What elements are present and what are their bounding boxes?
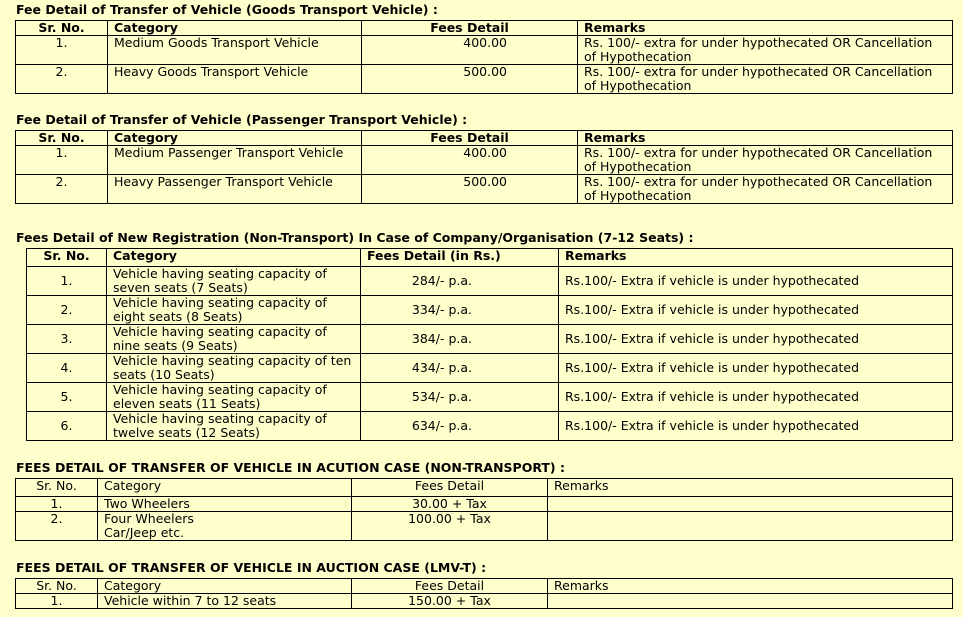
table-row: [16, 146, 953, 175]
cell-sr-no: 2.: [16, 512, 98, 541]
cell-sr-no: 1.: [16, 146, 108, 175]
cell-remarks: Rs.100/- Extra if vehicle is under hypothecated: [559, 383, 953, 412]
table-row: [16, 594, 953, 609]
header-category: Category: [108, 21, 362, 36]
table-row: [16, 175, 953, 204]
header-sr-no: Sr. No.: [16, 21, 108, 36]
header-remarks: Remarks: [578, 21, 953, 36]
cell-category: Medium Goods Transport Vehicle: [108, 36, 362, 65]
table-header-row: [16, 131, 953, 146]
cell-sr-no: 2.: [27, 296, 107, 325]
cell-fees: 400.00: [362, 36, 578, 65]
header-fees-detail: Fees Detail: [362, 131, 578, 146]
cell-fees: 400.00: [362, 146, 578, 175]
cell-category: Vehicle having seating capacity of eight seats (8 Seats): [107, 296, 361, 325]
cell-fees: 500.00: [362, 175, 578, 204]
passenger-transfer-table: [15, 130, 953, 204]
cell-remarks: Rs.100/- Extra if vehicle is under hypothecated: [559, 325, 953, 354]
table-row: [27, 412, 953, 441]
section-title-goods-transfer: Fee Detail of Transfer of Vehicle (Goods Transport Vehicle) :: [16, 2, 438, 17]
header-sr-no: Sr. No.: [27, 249, 107, 267]
header-remarks: Remarks: [578, 131, 953, 146]
header-sr-no: Sr. No.: [16, 579, 98, 594]
table-row: [27, 325, 953, 354]
cell-remarks: [548, 497, 953, 512]
cell-category: Four Wheelers Car/Jeep etc.: [98, 512, 352, 541]
cell-sr-no: 1.: [16, 594, 98, 609]
cell-category: Vehicle having seating capacity of ten seats (10 Seats): [107, 354, 361, 383]
cell-sr-no: 6.: [27, 412, 107, 441]
cell-sr-no: 5.: [27, 383, 107, 412]
cell-remarks: Rs. 100/- extra for under hypothecated OR Cancellation of Hypothecation: [578, 36, 953, 65]
cell-fees: 500.00: [362, 65, 578, 94]
cell-category: Medium Passenger Transport Vehicle: [108, 146, 362, 175]
goods-transfer-table: [15, 20, 953, 94]
table-row: [27, 296, 953, 325]
cell-category: Vehicle having seating capacity of twelve seats (12 Seats): [107, 412, 361, 441]
cell-sr-no: 1.: [27, 267, 107, 296]
header-remarks: Remarks: [548, 479, 953, 497]
cell-fees: 434/- p.a.: [361, 354, 559, 383]
auction-lmv-t-table: [15, 578, 953, 609]
header-fees-detail: Fees Detail: [352, 479, 548, 497]
cell-category: Vehicle having seating capacity of seven seats (7 Seats): [107, 267, 361, 296]
table-row: [16, 512, 953, 541]
cell-category: Vehicle having seating capacity of nine seats (9 Seats): [107, 325, 361, 354]
cell-remarks: Rs.100/- Extra if vehicle is under hypothecated: [559, 267, 953, 296]
cell-remarks: Rs. 100/- extra for under hypothecated OR Cancellation of Hypothecation: [578, 146, 953, 175]
cell-sr-no: 3.: [27, 325, 107, 354]
auction-non-transport-table: [15, 478, 953, 541]
cell-sr-no: 2.: [16, 65, 108, 94]
cell-sr-no: 1.: [16, 497, 98, 512]
table-row: [27, 383, 953, 412]
cell-fees: 384/- p.a.: [361, 325, 559, 354]
table-header-row: [16, 479, 953, 497]
cell-category: Two Wheelers: [98, 497, 352, 512]
table-header-row: [16, 579, 953, 594]
cell-remarks: Rs. 100/- extra for under hypothecated OR Cancellation of Hypothecation: [578, 65, 953, 94]
cell-fees: 100.00 + Tax: [352, 512, 548, 541]
header-category: Category: [98, 579, 352, 594]
cell-sr-no: 2.: [16, 175, 108, 204]
table-row: [27, 267, 953, 296]
cell-remarks: Rs.100/- Extra if vehicle is under hypothecated: [559, 354, 953, 383]
table-row: [16, 36, 953, 65]
cell-remarks: [548, 512, 953, 541]
section-title-new-registration: Fees Detail of New Registration (Non-Transport) In Case of Company/Organisation (7-12 Seats) :: [16, 230, 694, 245]
section-title-auction-lmv-t: FEES DETAIL OF TRANSFER OF VEHICLE IN AUCTION CASE (LMV-T) :: [16, 560, 487, 575]
table-row: [16, 497, 953, 512]
header-sr-no: Sr. No.: [16, 479, 98, 497]
section-title-auction-non-transport: FEES DETAIL OF TRANSFER OF VEHICLE IN ACUTION CASE (NON-TRANSPORT) :: [16, 460, 565, 475]
cell-category: Vehicle within 7 to 12 seats: [98, 594, 352, 609]
header-fees-detail: Fees Detail: [362, 21, 578, 36]
cell-category: Heavy Goods Transport Vehicle: [108, 65, 362, 94]
header-category: Category: [108, 131, 362, 146]
cell-fees: 30.00 + Tax: [352, 497, 548, 512]
cell-fees: 634/- p.a.: [361, 412, 559, 441]
cell-fees: 284/- p.a.: [361, 267, 559, 296]
table-header-row: [27, 249, 953, 267]
cell-fees: 334/- p.a.: [361, 296, 559, 325]
cell-remarks: Rs.100/- Extra if vehicle is under hypothecated: [559, 296, 953, 325]
table-header-row: [16, 21, 953, 36]
cell-remarks: Rs. 100/- extra for under hypothecated OR Cancellation of Hypothecation: [578, 175, 953, 204]
header-remarks: Remarks: [559, 249, 953, 267]
cell-sr-no: 1.: [16, 36, 108, 65]
cell-category: Heavy Passenger Transport Vehicle: [108, 175, 362, 204]
cell-fees: 150.00 + Tax: [352, 594, 548, 609]
cell-category: Vehicle having seating capacity of eleven seats (11 Seats): [107, 383, 361, 412]
header-category: Category: [107, 249, 361, 267]
header-sr-no: Sr. No.: [16, 131, 108, 146]
cell-remarks: [548, 594, 953, 609]
cell-fees: 534/- p.a.: [361, 383, 559, 412]
header-fees-detail: Fees Detail: [352, 579, 548, 594]
header-fees-detail: Fees Detail (in Rs.): [361, 249, 559, 267]
header-remarks: Remarks: [548, 579, 953, 594]
cell-remarks: Rs.100/- Extra if vehicle is under hypothecated: [559, 412, 953, 441]
cell-sr-no: 4.: [27, 354, 107, 383]
section-title-passenger-transfer: Fee Detail of Transfer of Vehicle (Passenger Transport Vehicle) :: [16, 112, 468, 127]
new-registration-table: [26, 248, 953, 441]
header-category: Category: [98, 479, 352, 497]
table-row: [27, 354, 953, 383]
table-row: [16, 65, 953, 94]
